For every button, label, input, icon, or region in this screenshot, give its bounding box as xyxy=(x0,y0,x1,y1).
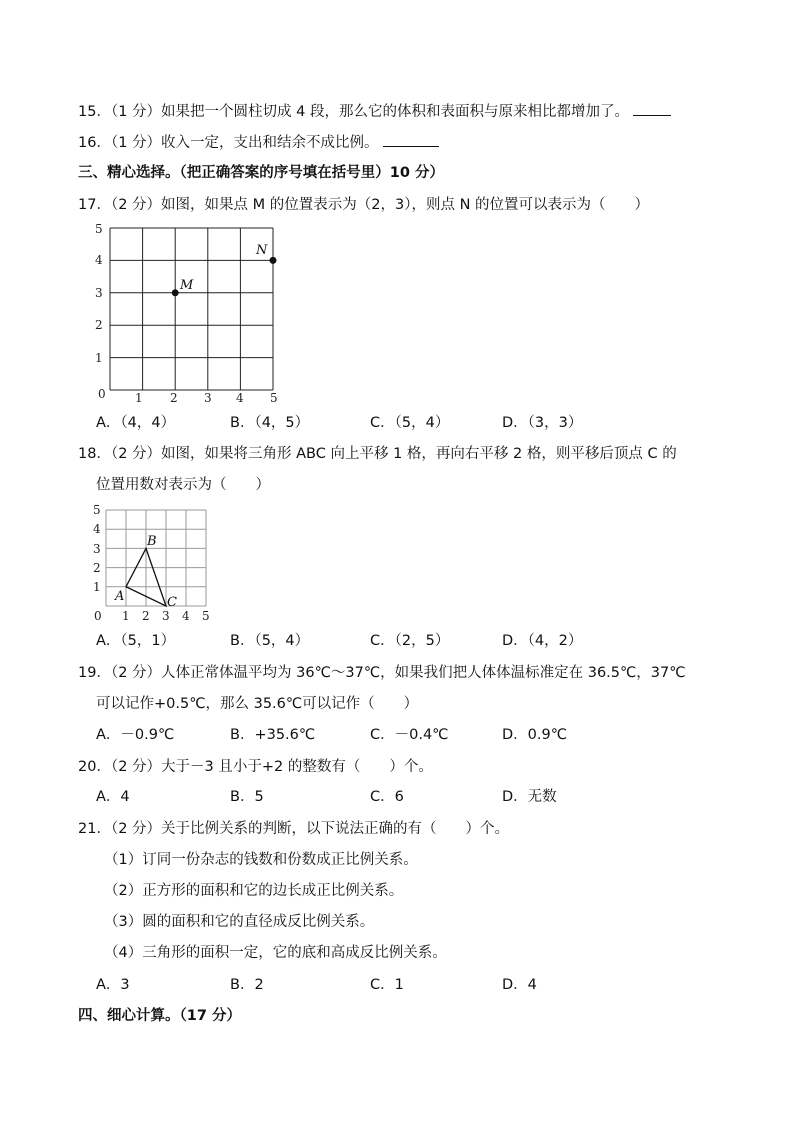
q19-option-a[interactable]: A．－0.9℃ xyxy=(96,727,175,743)
section-3-title: 三、精心选择。（把正确答案的序号填在括号里）10 分） xyxy=(78,165,444,181)
question-21-text: 21．（2 分）关于比例关系的判断，以下说法正确的有（ ）个。 xyxy=(78,821,510,837)
question-19-text-line1: 19．（2 分）人体正常体温平均为 36℃～37℃，如果我们把人体体温标准定在 36.5℃，37℃ xyxy=(78,665,686,681)
q17-option-c[interactable]: C．（5，4） xyxy=(370,415,450,431)
vertex-c-label: C xyxy=(167,595,177,610)
q21-statement-3: （3）圆的面积和它的直径成反比例关系。 xyxy=(104,914,375,930)
q20-option-c[interactable]: C．6 xyxy=(370,789,404,805)
question-20-text: 20．（2 分）大于－3 且小于+2 的整数有（ ）个。 xyxy=(78,759,433,775)
q20-option-b[interactable]: B．5 xyxy=(230,789,264,805)
q17-y-tick: 3 xyxy=(95,286,103,300)
question-16 xyxy=(78,132,439,153)
q21-option-b[interactable]: B．2 xyxy=(230,977,264,993)
q18-x-tick: 1 xyxy=(122,609,130,623)
question-15 xyxy=(78,101,671,122)
q18-option-c[interactable]: C．（2，5） xyxy=(370,633,450,649)
q17-grid-figure xyxy=(90,220,290,410)
q18-option-a[interactable]: A．（5，1） xyxy=(96,633,176,649)
q20-option-d[interactable]: D．无数 xyxy=(502,789,557,805)
q21-statement-2: （2）正方形的面积和它的边长成正比例关系。 xyxy=(104,883,404,899)
q17-x-tick: 5 xyxy=(270,391,278,405)
q19-option-b[interactable]: B．+35.6℃ xyxy=(230,727,316,743)
q18-option-b[interactable]: B．（5，4） xyxy=(230,633,310,649)
q18-x-tick: 5 xyxy=(202,609,210,623)
point-m-label: M xyxy=(180,278,194,293)
q18-y-tick: 3 xyxy=(93,542,101,556)
q17-option-b[interactable]: B．（4，5） xyxy=(230,415,310,431)
section-4-title: 四、细心计算。（17 分） xyxy=(78,1008,241,1024)
question-18-text-line2: 位置用数对表示为（ ） xyxy=(96,477,270,493)
q18-y-tick: 2 xyxy=(93,561,101,575)
q21-option-d[interactable]: D．4 xyxy=(502,977,537,993)
q20-option-a[interactable]: A．4 xyxy=(96,789,130,805)
q17-option-d[interactable]: D．（3，3） xyxy=(502,415,583,431)
question-16-text: 16．（1 分）收入一定，支出和结余不成比例。 xyxy=(78,135,379,151)
answer-blank-16[interactable] xyxy=(383,132,439,147)
question-17-text: 17．（2 分）如图，如果点 M 的位置表示为（2，3），则点 N 的位置可以表示为（ ） xyxy=(78,197,650,213)
q17-origin-label: 0 xyxy=(98,387,106,401)
question-19-text-line2: 可以记作+0.5℃，那么 35.6℃可以记作（ ） xyxy=(96,696,419,712)
q17-x-tick: 3 xyxy=(204,391,212,405)
point-n xyxy=(270,257,277,264)
q17-y-tick: 2 xyxy=(95,318,103,332)
q17-y-tick: 4 xyxy=(95,253,103,267)
q18-y-tick: 4 xyxy=(93,522,101,536)
q18-y-tick: 1 xyxy=(93,580,101,594)
q18-x-tick: 4 xyxy=(182,609,190,623)
q18-x-tick: 3 xyxy=(162,609,170,623)
question-18-text-line1: 18．（2 分）如图，如果将三角形 ABC 向上平移 1 格，再向右平移 2 格，则平移后顶点 C 的 xyxy=(78,446,677,462)
q18-y-tick: 5 xyxy=(93,503,101,517)
q17-x-tick: 2 xyxy=(170,391,178,405)
answer-blank-15[interactable] xyxy=(633,101,671,116)
q17-y-tick: 1 xyxy=(95,351,103,365)
vertex-a-label: A xyxy=(115,589,125,604)
q17-x-tick: 1 xyxy=(135,391,143,405)
q17-option-a[interactable]: A．（4，4） xyxy=(96,415,176,431)
q19-option-d[interactable]: D．0.9℃ xyxy=(502,727,568,743)
q17-x-tick: 4 xyxy=(236,391,244,405)
q18-option-d[interactable]: D．（4，2） xyxy=(502,633,583,649)
q19-option-c[interactable]: C．－0.4℃ xyxy=(370,727,449,743)
q21-statement-1: （1）订同一份杂志的钱数和份数成正比例关系。 xyxy=(104,852,418,868)
q21-option-a[interactable]: A．3 xyxy=(96,977,130,993)
q17-y-tick: 5 xyxy=(95,222,103,236)
q18-x-tick: 2 xyxy=(142,609,150,623)
q18-grid-figure xyxy=(88,502,218,627)
q18-origin-label: 0 xyxy=(94,609,102,623)
question-15-text: 15．（1 分）如果把一个圆柱切成 4 段，那么它的体积和表面积与原来相比都增加了。 xyxy=(78,104,629,120)
q21-statement-4: （4）三角形的面积一定，它的底和高成反比例关系。 xyxy=(104,945,447,961)
point-m xyxy=(172,289,179,296)
point-n-label: N xyxy=(256,243,268,258)
q21-option-c[interactable]: C．1 xyxy=(370,977,404,993)
vertex-b-label: B xyxy=(147,534,157,549)
